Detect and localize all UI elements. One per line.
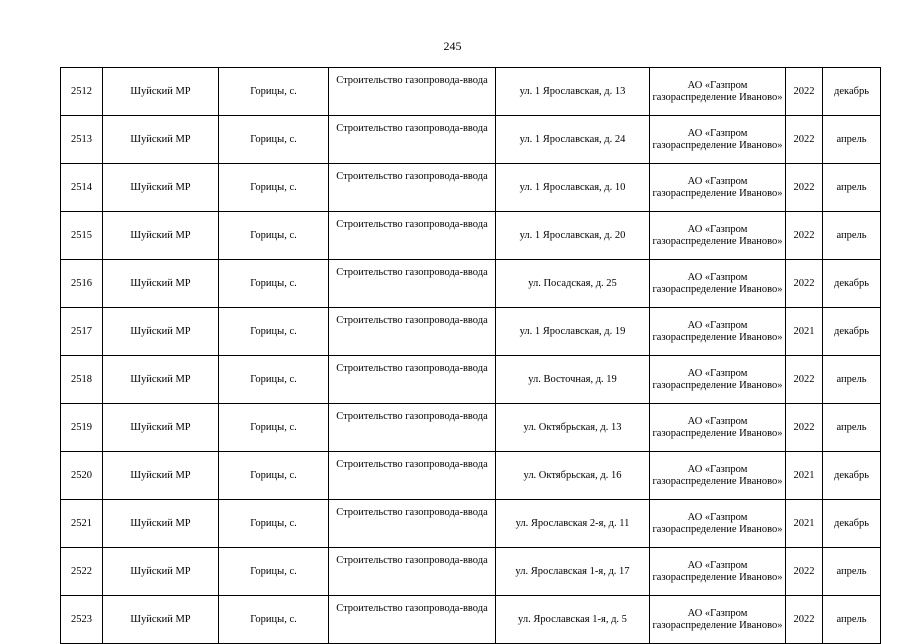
row-number-cell: 2523 <box>61 596 103 644</box>
locality-cell: Горицы, с. <box>219 596 329 644</box>
district-cell: Шуйский МР <box>103 116 219 164</box>
year-cell: 2022 <box>786 548 823 596</box>
locality-cell: Горицы, с. <box>219 260 329 308</box>
address-cell: ул. Ярославская 1-я, д. 5 <box>496 596 650 644</box>
month-cell: декабрь <box>823 68 881 116</box>
work-type-cell: Строительство газопровода-ввода <box>329 548 496 596</box>
month-cell: апрель <box>823 212 881 260</box>
locality-cell: Горицы, с. <box>219 404 329 452</box>
work-type-cell: Строительство газопровода-ввода <box>329 260 496 308</box>
work-type-cell: Строительство газопровода-ввода <box>329 500 496 548</box>
table-row <box>61 308 881 356</box>
owner-cell: АО «Газпром газораспределение Иваново» <box>650 548 786 596</box>
owner-cell: АО «Газпром газораспределение Иваново» <box>650 404 786 452</box>
locality-cell: Горицы, с. <box>219 212 329 260</box>
address-cell: ул. Октябрьская, д. 13 <box>496 404 650 452</box>
table-row <box>61 212 881 260</box>
table-row <box>61 164 881 212</box>
district-cell: Шуйский МР <box>103 308 219 356</box>
address-cell: ул. 1 Ярославская, д. 10 <box>496 164 650 212</box>
address-cell: ул. Ярославская 1-я, д. 17 <box>496 548 650 596</box>
month-cell: апрель <box>823 596 881 644</box>
register-table <box>60 67 881 644</box>
district-cell: Шуйский МР <box>103 68 219 116</box>
row-number-cell: 2519 <box>61 404 103 452</box>
month-cell: декабрь <box>823 308 881 356</box>
table-row <box>61 68 881 116</box>
table-row <box>61 548 881 596</box>
table-row <box>61 500 881 548</box>
locality-cell: Горицы, с. <box>219 548 329 596</box>
locality-cell: Горицы, с. <box>219 68 329 116</box>
district-cell: Шуйский МР <box>103 260 219 308</box>
row-number-cell: 2521 <box>61 500 103 548</box>
work-type-cell: Строительство газопровода-ввода <box>329 68 496 116</box>
table-row <box>61 116 881 164</box>
owner-cell: АО «Газпром газораспределение Иваново» <box>650 116 786 164</box>
register-table-body <box>61 68 881 644</box>
year-cell: 2022 <box>786 164 823 212</box>
owner-cell: АО «Газпром газораспределение Иваново» <box>650 452 786 500</box>
year-cell: 2021 <box>786 500 823 548</box>
month-cell: апрель <box>823 548 881 596</box>
owner-cell: АО «Газпром газораспределение Иваново» <box>650 356 786 404</box>
work-type-cell: Строительство газопровода-ввода <box>329 212 496 260</box>
month-cell: апрель <box>823 404 881 452</box>
row-number-cell: 2516 <box>61 260 103 308</box>
table-row <box>61 404 881 452</box>
locality-cell: Горицы, с. <box>219 308 329 356</box>
district-cell: Шуйский МР <box>103 356 219 404</box>
address-cell: ул. Посадская, д. 25 <box>496 260 650 308</box>
work-type-cell: Строительство газопровода-ввода <box>329 404 496 452</box>
row-number-cell: 2512 <box>61 68 103 116</box>
row-number-cell: 2518 <box>61 356 103 404</box>
owner-cell: АО «Газпром газораспределение Иваново» <box>650 596 786 644</box>
district-cell: Шуйский МР <box>103 452 219 500</box>
row-number-cell: 2522 <box>61 548 103 596</box>
work-type-cell: Строительство газопровода-ввода <box>329 308 496 356</box>
table-row <box>61 356 881 404</box>
year-cell: 2022 <box>786 260 823 308</box>
year-cell: 2022 <box>786 596 823 644</box>
owner-cell: АО «Газпром газораспределение Иваново» <box>650 212 786 260</box>
row-number-cell: 2520 <box>61 452 103 500</box>
year-cell: 2022 <box>786 68 823 116</box>
district-cell: Шуйский МР <box>103 164 219 212</box>
year-cell: 2021 <box>786 308 823 356</box>
row-number-cell: 2515 <box>61 212 103 260</box>
address-cell: ул. 1 Ярославская, д. 20 <box>496 212 650 260</box>
address-cell: ул. 1 Ярославская, д. 19 <box>496 308 650 356</box>
month-cell: декабрь <box>823 500 881 548</box>
work-type-cell: Строительство газопровода-ввода <box>329 452 496 500</box>
row-number-cell: 2514 <box>61 164 103 212</box>
month-cell: апрель <box>823 356 881 404</box>
year-cell: 2022 <box>786 116 823 164</box>
locality-cell: Горицы, с. <box>219 500 329 548</box>
month-cell: апрель <box>823 164 881 212</box>
locality-cell: Горицы, с. <box>219 116 329 164</box>
locality-cell: Горицы, с. <box>219 452 329 500</box>
work-type-cell: Строительство газопровода-ввода <box>329 116 496 164</box>
year-cell: 2022 <box>786 404 823 452</box>
owner-cell: АО «Газпром газораспределение Иваново» <box>650 164 786 212</box>
address-cell: ул. 1 Ярославская, д. 13 <box>496 68 650 116</box>
owner-cell: АО «Газпром газораспределение Иваново» <box>650 68 786 116</box>
table-row <box>61 596 881 644</box>
district-cell: Шуйский МР <box>103 500 219 548</box>
row-number-cell: 2513 <box>61 116 103 164</box>
owner-cell: АО «Газпром газораспределение Иваново» <box>650 500 786 548</box>
table-row <box>61 260 881 308</box>
district-cell: Шуйский МР <box>103 596 219 644</box>
work-type-cell: Строительство газопровода-ввода <box>329 356 496 404</box>
work-type-cell: Строительство газопровода-ввода <box>329 596 496 644</box>
row-number-cell: 2517 <box>61 308 103 356</box>
owner-cell: АО «Газпром газораспределение Иваново» <box>650 308 786 356</box>
locality-cell: Горицы, с. <box>219 164 329 212</box>
district-cell: Шуйский МР <box>103 212 219 260</box>
address-cell: ул. 1 Ярославская, д. 24 <box>496 116 650 164</box>
page-number: 245 <box>443 39 462 53</box>
address-cell: ул. Октябрьская, д. 16 <box>496 452 650 500</box>
month-cell: апрель <box>823 116 881 164</box>
district-cell: Шуйский МР <box>103 548 219 596</box>
address-cell: ул. Ярославская 2-я, д. 11 <box>496 500 650 548</box>
table-row <box>61 452 881 500</box>
month-cell: декабрь <box>823 452 881 500</box>
address-cell: ул. Восточная, д. 19 <box>496 356 650 404</box>
month-cell: декабрь <box>823 260 881 308</box>
year-cell: 2022 <box>786 212 823 260</box>
year-cell: 2022 <box>786 356 823 404</box>
district-cell: Шуйский МР <box>103 404 219 452</box>
owner-cell: АО «Газпром газораспределение Иваново» <box>650 260 786 308</box>
year-cell: 2021 <box>786 452 823 500</box>
locality-cell: Горицы, с. <box>219 356 329 404</box>
work-type-cell: Строительство газопровода-ввода <box>329 164 496 212</box>
